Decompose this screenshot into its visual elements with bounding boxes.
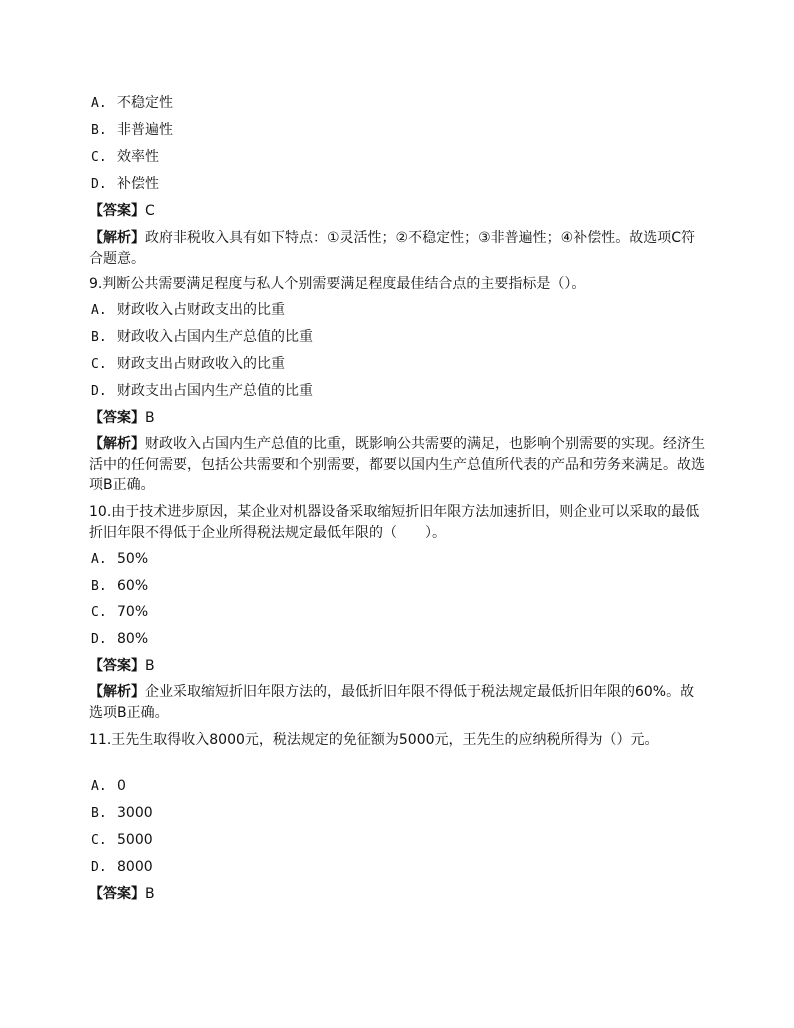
option-text: 非普遍性 — [117, 122, 173, 138]
q11-question: 11.王先生取得收入8000元，税法规定的免征额为5000元，王先生的应纳税所得为（）元。 — [89, 732, 659, 748]
analysis-text: 财政收入占国内生产总值的比重，既影响公共需要的满足，也影响个别需要的实现。经济生活中的任何需要，包括公共需要和个别需要，都要以国内生产总值所代表的产品和劳务来满足。故选项B正确。 — [89, 436, 705, 493]
answer-value: B — [145, 410, 155, 426]
option-text: 70% — [117, 604, 149, 620]
q8-option-d — [91, 174, 159, 195]
option-text: 财政支出占财政收入的比重 — [117, 356, 285, 372]
answer-label: 【答案】 — [89, 886, 145, 902]
q8-analysis — [89, 228, 705, 269]
option-letter: C. — [91, 833, 107, 848]
option-letter: B. — [91, 123, 107, 138]
analysis-label: 【解析】 — [89, 436, 145, 452]
option-text: 财政收入占财政支出的比重 — [117, 302, 285, 318]
option-letter: B. — [91, 579, 107, 594]
option-text: 0 — [117, 778, 126, 794]
q11-option-a — [91, 776, 126, 797]
option-text: 60% — [117, 578, 149, 594]
q9-option-d — [91, 381, 313, 402]
answer-label: 【答案】 — [89, 658, 145, 674]
q9-option-c — [91, 354, 285, 375]
analysis-label: 【解析】 — [89, 684, 145, 700]
option-letter: C. — [91, 357, 107, 372]
option-text: 8000 — [117, 859, 153, 875]
q10-analysis — [89, 682, 705, 723]
option-letter: A. — [91, 552, 107, 567]
analysis-text: 企业采取缩短折旧年限方法的，最低折旧年限不得低于税法规定最低折旧年限的60%。故选项B正确。 — [89, 684, 695, 721]
q8-option-b — [91, 120, 173, 141]
q8-option-a — [91, 93, 173, 114]
q10-option-d — [91, 629, 148, 650]
answer-value: B — [145, 886, 155, 902]
option-text: 财政支出占国内生产总值的比重 — [117, 383, 313, 399]
q10-option-c — [91, 602, 148, 623]
option-letter: B. — [91, 806, 107, 821]
option-letter: C. — [91, 605, 107, 620]
q11-option-b — [91, 803, 153, 824]
option-letter: A. — [91, 303, 107, 318]
q11-option-c — [91, 830, 153, 851]
q9-answer — [89, 408, 155, 428]
q8-option-c — [91, 147, 159, 168]
option-text: 50% — [117, 551, 149, 567]
analysis-label: 【解析】 — [89, 230, 145, 246]
option-text: 补偿性 — [117, 176, 159, 192]
q10-answer — [89, 656, 155, 676]
q9-option-b — [91, 327, 313, 348]
option-letter: A. — [91, 779, 107, 794]
option-letter: D. — [91, 177, 107, 192]
analysis-text: 政府非税收入具有如下特点：①灵活性；②不稳定性；③非普遍性；④补偿性。故选项C符合题意。 — [89, 230, 695, 267]
q9-analysis — [89, 434, 705, 496]
option-letter: A. — [91, 96, 107, 111]
q10-option-b — [91, 576, 148, 597]
answer-label: 【答案】 — [89, 410, 145, 426]
option-letter: D. — [91, 632, 107, 647]
option-text: 不稳定性 — [117, 95, 173, 111]
q9-question: 9.判断公共需要满足程度与私人个别需要满足程度最佳结合点的主要指标是（）。 — [89, 276, 586, 292]
option-letter: D. — [91, 384, 107, 399]
answer-value: C — [145, 203, 155, 219]
option-text: 财政收入占国内生产总值的比重 — [117, 329, 313, 345]
answer-value: B — [145, 658, 155, 674]
q8-answer — [89, 201, 155, 221]
answer-label: 【答案】 — [89, 203, 145, 219]
q10-question: 10.由于技术进步原因，某企业对机器设备采取缩短折旧年限方法加速折旧，则企业可以采取的最低折旧年限不得低于企业所得税法规定最低年限的（ ）。 — [89, 504, 700, 541]
option-text: 3000 — [117, 805, 153, 821]
option-letter: C. — [91, 150, 107, 165]
option-text: 5000 — [117, 832, 153, 848]
q10-option-a — [91, 549, 148, 570]
q11-option-d — [91, 857, 153, 878]
option-letter: B. — [91, 330, 107, 345]
option-text: 80% — [117, 631, 149, 647]
q9-option-a — [91, 300, 285, 321]
option-letter: D. — [91, 860, 107, 875]
q11-answer — [89, 884, 155, 904]
option-text: 效率性 — [117, 149, 159, 165]
